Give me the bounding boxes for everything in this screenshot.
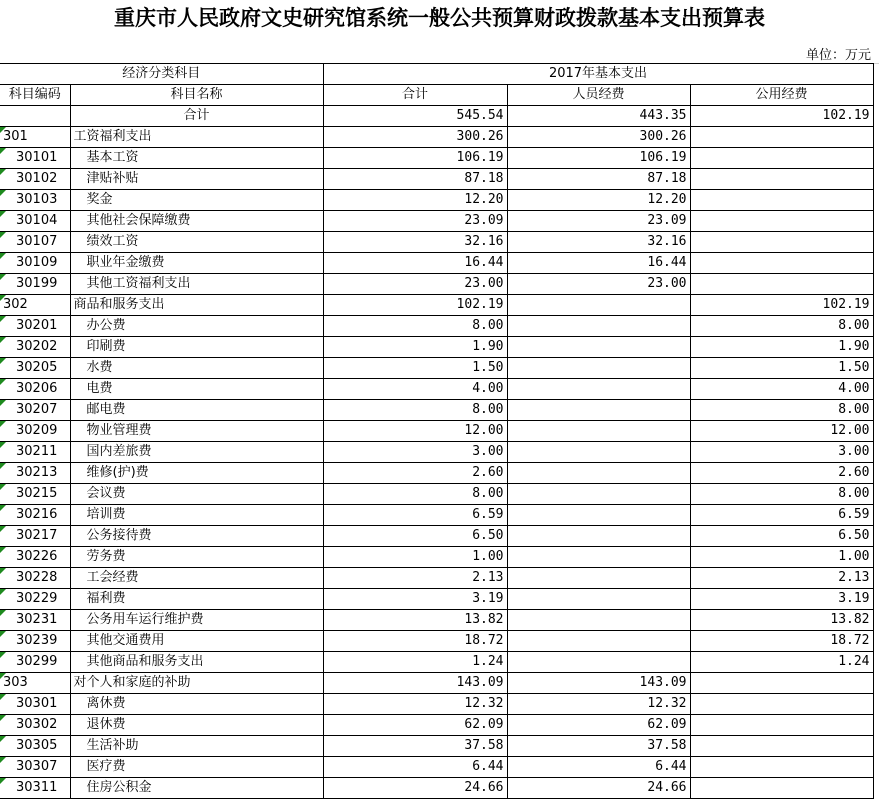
cell-personnel[interactable] — [507, 316, 690, 337]
cell-personnel[interactable] — [507, 295, 690, 316]
cell-name[interactable]: 公务用车运行维护费 — [70, 610, 323, 631]
cell-personnel[interactable]: 6.44 — [507, 757, 690, 778]
cell-total[interactable]: 13.82 — [323, 610, 507, 631]
cell-total[interactable]: 6.59 — [323, 505, 507, 526]
cell-total[interactable]: 545.54 — [323, 106, 507, 127]
cell-name[interactable]: 绩效工资 — [70, 232, 323, 253]
table-row — [0, 211, 873, 232]
cell-public[interactable] — [690, 148, 873, 169]
table-row — [0, 736, 873, 757]
table-row — [0, 568, 873, 589]
cell-code[interactable]: 30215 — [0, 484, 70, 505]
cell-total[interactable]: 6.50 — [323, 526, 507, 547]
cell-name[interactable]: 奖金 — [70, 190, 323, 211]
cell-name[interactable]: 其他社会保障缴费 — [70, 211, 323, 232]
table-body — [0, 106, 873, 799]
cell-public[interactable] — [690, 169, 873, 190]
cell-public[interactable]: 8.00 — [690, 316, 873, 337]
cell-public[interactable] — [690, 190, 873, 211]
header-group-left[interactable]: 经济分类科目 — [0, 64, 323, 85]
cell-code[interactable]: 30211 — [0, 442, 70, 463]
cell-name[interactable]: 生活补助 — [70, 736, 323, 757]
table-row — [0, 148, 873, 169]
cell-public[interactable]: 4.00 — [690, 379, 873, 400]
cell-total[interactable]: 3.00 — [323, 442, 507, 463]
cell-code[interactable]: 302 — [0, 295, 70, 316]
cell-personnel[interactable]: 32.16 — [507, 232, 690, 253]
cell-public[interactable]: 13.82 — [690, 610, 873, 631]
cell-personnel[interactable]: 23.00 — [507, 274, 690, 295]
cell-public[interactable]: 102.19 — [690, 295, 873, 316]
cell-total[interactable]: 37.58 — [323, 736, 507, 757]
table-row — [0, 694, 873, 715]
cell-public[interactable] — [690, 778, 873, 799]
table-row — [0, 610, 873, 631]
cell-personnel[interactable] — [507, 400, 690, 421]
cell-name[interactable]: 公务接待费 — [70, 526, 323, 547]
cell-name[interactable]: 劳务费 — [70, 547, 323, 568]
cell-total[interactable]: 23.09 — [323, 211, 507, 232]
cell-personnel[interactable]: 37.58 — [507, 736, 690, 757]
header-code[interactable]: 科目编码 — [0, 85, 70, 106]
cell-name[interactable]: 住房公积金 — [70, 778, 323, 799]
cell-name[interactable]: 工资福利支出 — [70, 127, 323, 148]
cell-total[interactable]: 32.16 — [323, 232, 507, 253]
cell-code[interactable]: 301 — [0, 127, 70, 148]
cell-total[interactable]: 62.09 — [323, 715, 507, 736]
cell-total[interactable]: 12.20 — [323, 190, 507, 211]
cell-public[interactable] — [690, 127, 873, 148]
cell-personnel[interactable] — [507, 442, 690, 463]
unit-label: 单位：万元 — [805, 48, 871, 63]
cell-code[interactable]: 303 — [0, 673, 70, 694]
cell-code[interactable]: 30104 — [0, 211, 70, 232]
cell-public[interactable]: 3.19 — [690, 589, 873, 610]
header-personnel[interactable]: 人员经费 — [507, 85, 690, 106]
cell-public[interactable]: 8.00 — [690, 400, 873, 421]
cell-personnel[interactable]: 12.32 — [507, 694, 690, 715]
cell-total[interactable]: 8.00 — [323, 400, 507, 421]
cell-total[interactable]: 1.50 — [323, 358, 507, 379]
table-row — [0, 652, 873, 673]
cell-total[interactable]: 106.19 — [323, 148, 507, 169]
cell-public[interactable] — [690, 715, 873, 736]
spacer-row — [0, 36, 879, 64]
cell-total[interactable]: 4.00 — [323, 379, 507, 400]
cell-code[interactable]: 30226 — [0, 547, 70, 568]
cell-name[interactable]: 工会经费 — [70, 568, 323, 589]
table-row — [0, 442, 873, 463]
cell-public[interactable]: 8.00 — [690, 484, 873, 505]
cell-total[interactable]: 2.60 — [323, 463, 507, 484]
table-row — [0, 316, 873, 337]
budget-table — [0, 63, 874, 799]
table-row — [0, 190, 873, 211]
table-row — [0, 400, 873, 421]
table-row — [0, 631, 873, 652]
cell-total[interactable]: 1.24 — [323, 652, 507, 673]
cell-code[interactable]: 30216 — [0, 505, 70, 526]
cell-name[interactable]: 退休费 — [70, 715, 323, 736]
table-row — [0, 274, 873, 295]
cell-code[interactable] — [0, 106, 70, 127]
cell-public[interactable] — [690, 274, 873, 295]
cell-name[interactable]: 职业年金缴费 — [70, 253, 323, 274]
cell-personnel[interactable]: 24.66 — [507, 778, 690, 799]
cell-name[interactable]: 会议费 — [70, 484, 323, 505]
page-title: 重庆市人民政府文史研究馆系统一般公共预算财政拨款基本支出预算表 — [114, 5, 765, 30]
cell-total[interactable]: 8.00 — [323, 484, 507, 505]
header-public[interactable]: 公用经费 — [690, 85, 873, 106]
cell-name[interactable]: 国内差旅费 — [70, 442, 323, 463]
cell-name[interactable]: 津贴补贴 — [70, 169, 323, 190]
cell-personnel[interactable]: 443.35 — [507, 106, 690, 127]
cell-code[interactable]: 30299 — [0, 652, 70, 673]
cell-personnel[interactable] — [507, 589, 690, 610]
cell-code[interactable]: 30209 — [0, 421, 70, 442]
cell-personnel[interactable]: 106.19 — [507, 148, 690, 169]
cell-name[interactable]: 电费 — [70, 379, 323, 400]
table-row — [0, 421, 873, 442]
cell-public[interactable]: 2.60 — [690, 463, 873, 484]
cell-total[interactable]: 8.00 — [323, 316, 507, 337]
cell-code[interactable]: 30107 — [0, 232, 70, 253]
cell-public[interactable]: 12.00 — [690, 421, 873, 442]
cell-personnel[interactable] — [507, 505, 690, 526]
header-group-row — [0, 64, 873, 85]
cell-total[interactable]: 16.44 — [323, 253, 507, 274]
cell-public[interactable]: 2.13 — [690, 568, 873, 589]
cell-code[interactable]: 30239 — [0, 631, 70, 652]
cell-public[interactable]: 6.59 — [690, 505, 873, 526]
table-row — [0, 484, 873, 505]
cell-personnel[interactable]: 12.20 — [507, 190, 690, 211]
cell-personnel[interactable] — [507, 337, 690, 358]
cell-code[interactable]: 30302 — [0, 715, 70, 736]
cell-total[interactable]: 1.90 — [323, 337, 507, 358]
cell-name[interactable]: 水费 — [70, 358, 323, 379]
cell-personnel[interactable]: 16.44 — [507, 253, 690, 274]
table-row — [0, 232, 873, 253]
table-row — [0, 526, 873, 547]
table-row — [0, 673, 873, 694]
cell-total[interactable]: 300.26 — [323, 127, 507, 148]
cell-total[interactable]: 6.44 — [323, 757, 507, 778]
table-row — [0, 106, 873, 127]
cell-public[interactable]: 18.72 — [690, 631, 873, 652]
cell-public[interactable]: 1.00 — [690, 547, 873, 568]
table-row — [0, 337, 873, 358]
table-row — [0, 295, 873, 316]
cell-personnel[interactable] — [507, 463, 690, 484]
cell-personnel[interactable]: 300.26 — [507, 127, 690, 148]
cell-name[interactable]: 医疗费 — [70, 757, 323, 778]
cell-name[interactable]: 基本工资 — [70, 148, 323, 169]
cell-personnel[interactable] — [507, 379, 690, 400]
cell-code[interactable]: 30102 — [0, 169, 70, 190]
cell-code[interactable]: 30228 — [0, 568, 70, 589]
cell-public[interactable] — [690, 694, 873, 715]
table-row — [0, 127, 873, 148]
cell-code[interactable]: 30207 — [0, 400, 70, 421]
cell-name[interactable]: 其他交通费用 — [70, 631, 323, 652]
cell-personnel[interactable]: 87.18 — [507, 169, 690, 190]
cell-personnel[interactable] — [507, 547, 690, 568]
cell-code[interactable]: 30311 — [0, 778, 70, 799]
table-row — [0, 358, 873, 379]
table-row — [0, 463, 873, 484]
cell-public[interactable]: 102.19 — [690, 106, 873, 127]
cell-total[interactable]: 3.19 — [323, 589, 507, 610]
cell-name[interactable]: 其他商品和服务支出 — [70, 652, 323, 673]
cell-code[interactable]: 30101 — [0, 148, 70, 169]
cell-personnel[interactable] — [507, 526, 690, 547]
cell-personnel[interactable] — [507, 631, 690, 652]
cell-name[interactable]: 其他工资福利支出 — [70, 274, 323, 295]
cell-name[interactable]: 物业管理费 — [70, 421, 323, 442]
cell-public[interactable] — [690, 736, 873, 757]
cell-name[interactable]: 维修(护)费 — [70, 463, 323, 484]
cell-total[interactable]: 18.72 — [323, 631, 507, 652]
cell-name[interactable]: 办公费 — [70, 316, 323, 337]
cell-total[interactable]: 24.66 — [323, 778, 507, 799]
cell-public[interactable]: 1.90 — [690, 337, 873, 358]
cell-public[interactable]: 3.00 — [690, 442, 873, 463]
table-row — [0, 379, 873, 400]
cell-name[interactable]: 印刷费 — [70, 337, 323, 358]
cell-total[interactable]: 102.19 — [323, 295, 507, 316]
cell-code[interactable]: 30109 — [0, 253, 70, 274]
cell-total[interactable]: 87.18 — [323, 169, 507, 190]
cell-code[interactable]: 30305 — [0, 736, 70, 757]
cell-public[interactable]: 1.50 — [690, 358, 873, 379]
cell-personnel[interactable] — [507, 610, 690, 631]
cell-personnel[interactable] — [507, 358, 690, 379]
cell-public[interactable]: 1.24 — [690, 652, 873, 673]
table-row — [0, 253, 873, 274]
cell-personnel[interactable] — [507, 421, 690, 442]
cell-name[interactable]: 邮电费 — [70, 400, 323, 421]
header-total[interactable]: 合计 — [323, 85, 507, 106]
table-row — [0, 589, 873, 610]
cell-public[interactable] — [690, 253, 873, 274]
cell-code[interactable]: 30213 — [0, 463, 70, 484]
table-row — [0, 169, 873, 190]
cell-code[interactable]: 30205 — [0, 358, 70, 379]
cell-total[interactable]: 12.00 — [323, 421, 507, 442]
header-name[interactable]: 科目名称 — [70, 85, 323, 106]
cell-personnel[interactable] — [507, 568, 690, 589]
cell-code[interactable]: 30307 — [0, 757, 70, 778]
cell-total[interactable]: 23.00 — [323, 274, 507, 295]
cell-code[interactable]: 30199 — [0, 274, 70, 295]
table-row — [0, 505, 873, 526]
cell-personnel[interactable]: 143.09 — [507, 673, 690, 694]
cell-code[interactable]: 30301 — [0, 694, 70, 715]
cell-total[interactable]: 2.13 — [323, 568, 507, 589]
cell-name[interactable]: 合计 — [70, 106, 323, 127]
cell-personnel[interactable]: 62.09 — [507, 715, 690, 736]
cell-name[interactable]: 商品和服务支出 — [70, 295, 323, 316]
cell-code[interactable]: 30201 — [0, 316, 70, 337]
cell-personnel[interactable] — [507, 652, 690, 673]
cell-code[interactable]: 30231 — [0, 610, 70, 631]
cell-total[interactable]: 1.00 — [323, 547, 507, 568]
header-group-right[interactable]: 2017年基本支出 — [323, 64, 873, 85]
cell-personnel[interactable] — [507, 484, 690, 505]
header-column-row — [0, 85, 873, 106]
cell-public[interactable]: 6.50 — [690, 526, 873, 547]
cell-code[interactable]: 30217 — [0, 526, 70, 547]
cell-total[interactable]: 12.32 — [323, 694, 507, 715]
cell-public[interactable] — [690, 673, 873, 694]
cell-public[interactable] — [690, 232, 873, 253]
cell-code[interactable]: 30202 — [0, 337, 70, 358]
table-row — [0, 757, 873, 778]
cell-name[interactable]: 对个人和家庭的补助 — [70, 673, 323, 694]
cell-code[interactable]: 30206 — [0, 379, 70, 400]
table-row — [0, 778, 873, 799]
cell-code[interactable]: 30229 — [0, 589, 70, 610]
cell-total[interactable]: 143.09 — [323, 673, 507, 694]
cell-name[interactable]: 培训费 — [70, 505, 323, 526]
cell-code[interactable]: 30103 — [0, 190, 70, 211]
cell-personnel[interactable]: 23.09 — [507, 211, 690, 232]
table-row — [0, 547, 873, 568]
cell-name[interactable]: 离休费 — [70, 694, 323, 715]
cell-name[interactable]: 福利费 — [70, 589, 323, 610]
cell-public[interactable] — [690, 211, 873, 232]
table-row — [0, 715, 873, 736]
cell-public[interactable] — [690, 757, 873, 778]
